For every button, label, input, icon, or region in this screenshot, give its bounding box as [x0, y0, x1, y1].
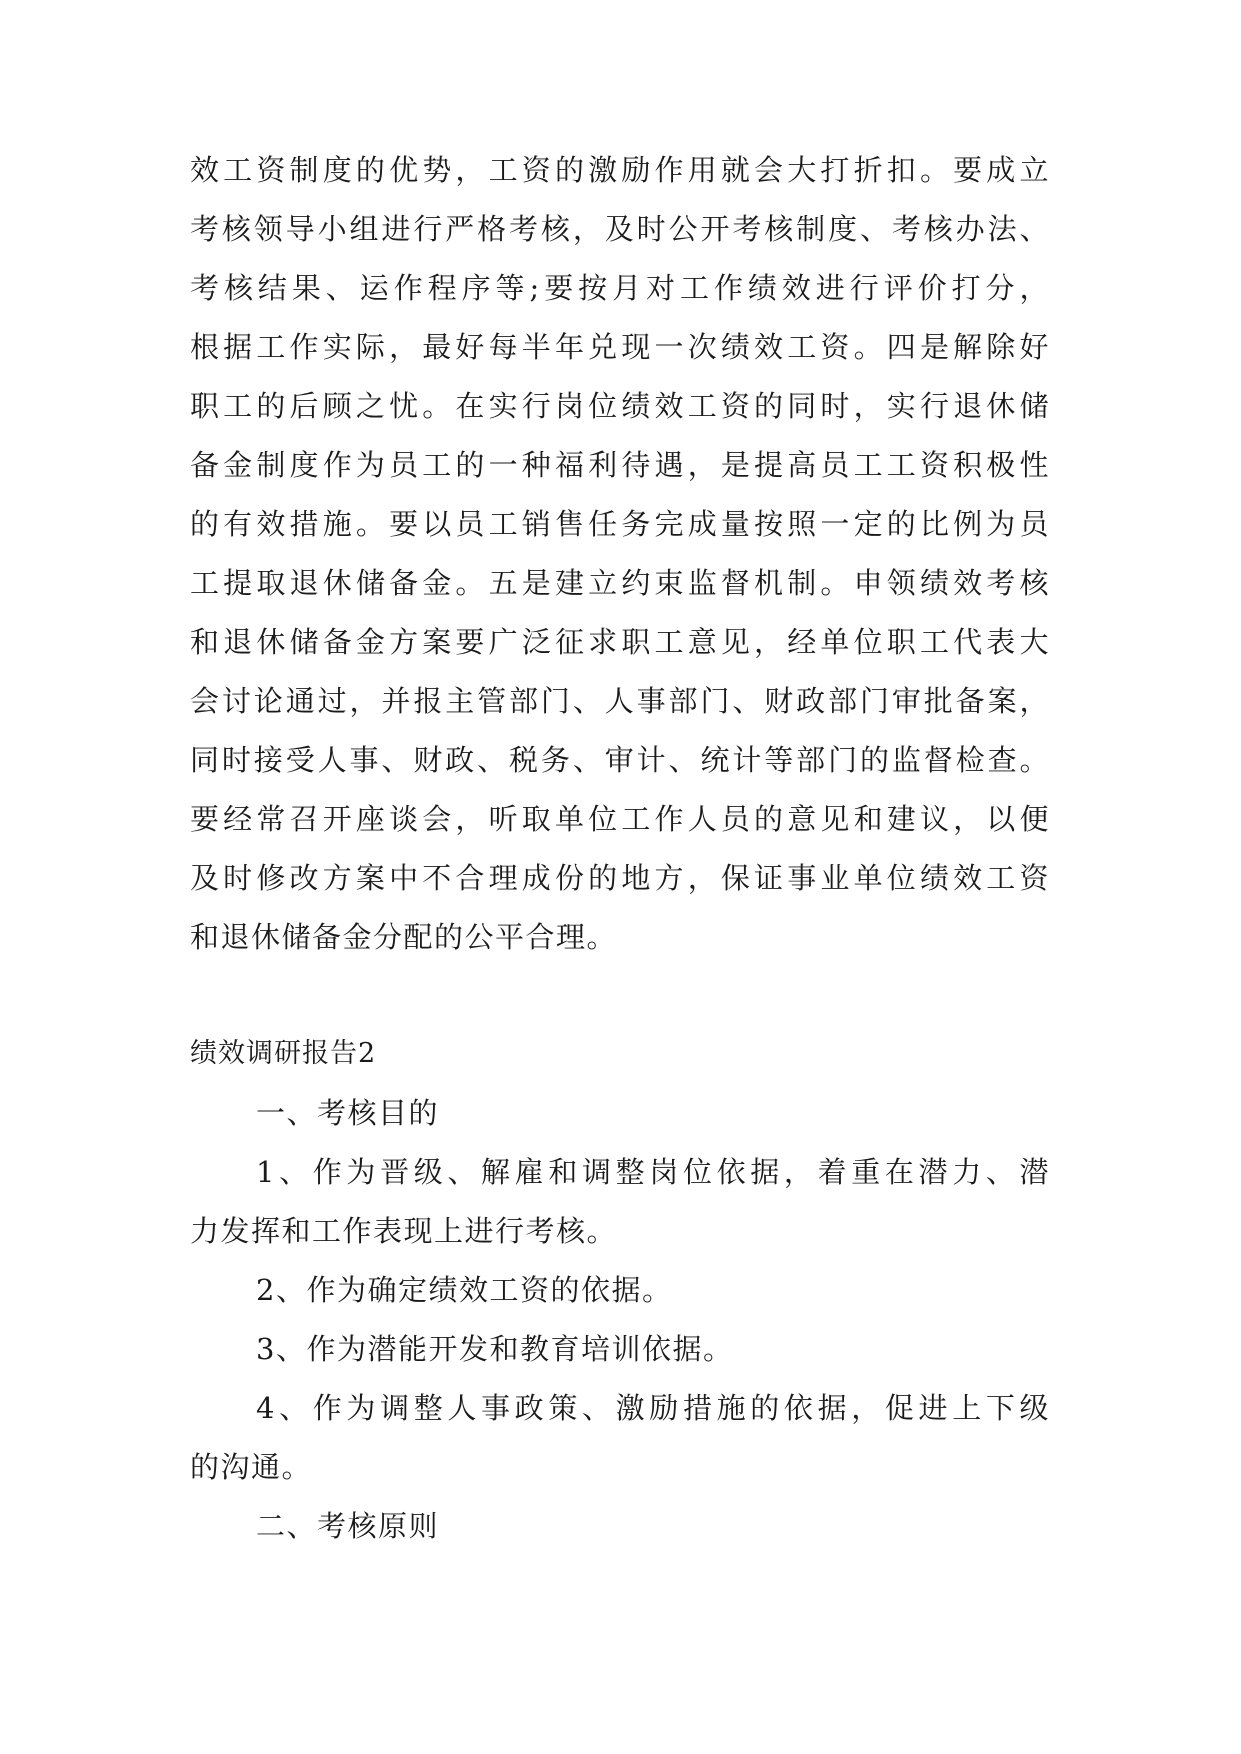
paragraph-line: 会讨论通过，并报主管部门、人事部门、财政部门审批备案，	[190, 684, 1050, 718]
section-heading: 二、考核原则	[256, 1509, 440, 1543]
paragraph-line: 效工资制度的优势，工资的激励作用就会大打折扣。要成立	[190, 153, 1050, 187]
paragraph-line: 及时修改方案中不合理成份的地方，保证事业单位绩效工资	[190, 861, 1050, 895]
list-item-continuation: 力发挥和工作表现上进行考核。	[190, 1214, 618, 1248]
paragraph-line: 的有效措施。要以员工销售任务完成量按照一定的比例为员	[190, 507, 1050, 541]
list-item-continuation: 的沟通。	[190, 1450, 313, 1484]
list-item: 2、作为确定绩效工资的依据。	[256, 1273, 673, 1307]
list-item: 1、作为晋级、解雇和调整岗位依据，着重在潜力、潜	[256, 1155, 1050, 1189]
list-item: 4、作为调整人事政策、激励措施的依据，促进上下级	[256, 1391, 1050, 1425]
paragraph-line: 考核领导小组进行严格考核，及时公开考核制度、考核办法、	[190, 212, 1050, 246]
report-title: 绩效调研报告2	[190, 1038, 377, 1069]
paragraph-line: 和退休储备金方案要广泛征求职工意见，经单位职工代表大	[190, 625, 1050, 659]
paragraph-line: 考核结果、运作程序等;要按月对工作绩效进行评价打分，	[190, 271, 1050, 305]
paragraph-line: 职工的后顾之忧。在实行岗位绩效工资的同时，实行退休储	[190, 389, 1050, 423]
paragraph-line: 同时接受人事、财政、税务、审计、统计等部门的监督检查。	[190, 743, 1050, 777]
section-heading: 一、考核目的	[256, 1096, 440, 1130]
paragraph-line: 和退休储备金分配的公平合理。	[190, 920, 618, 954]
paragraph-line: 要经常召开座谈会，听取单位工作人员的意见和建议，以便	[190, 802, 1050, 836]
list-item: 3、作为潜能开发和教育培训依据。	[256, 1332, 734, 1366]
paragraph-line: 备金制度作为员工的一种福利待遇，是提高员工工资积极性	[190, 448, 1050, 482]
paragraph-line: 工提取退休储备金。五是建立约束监督机制。申领绩效考核	[190, 566, 1050, 600]
paragraph-line: 根据工作实际，最好每半年兑现一次绩效工资。四是解除好	[190, 330, 1050, 364]
